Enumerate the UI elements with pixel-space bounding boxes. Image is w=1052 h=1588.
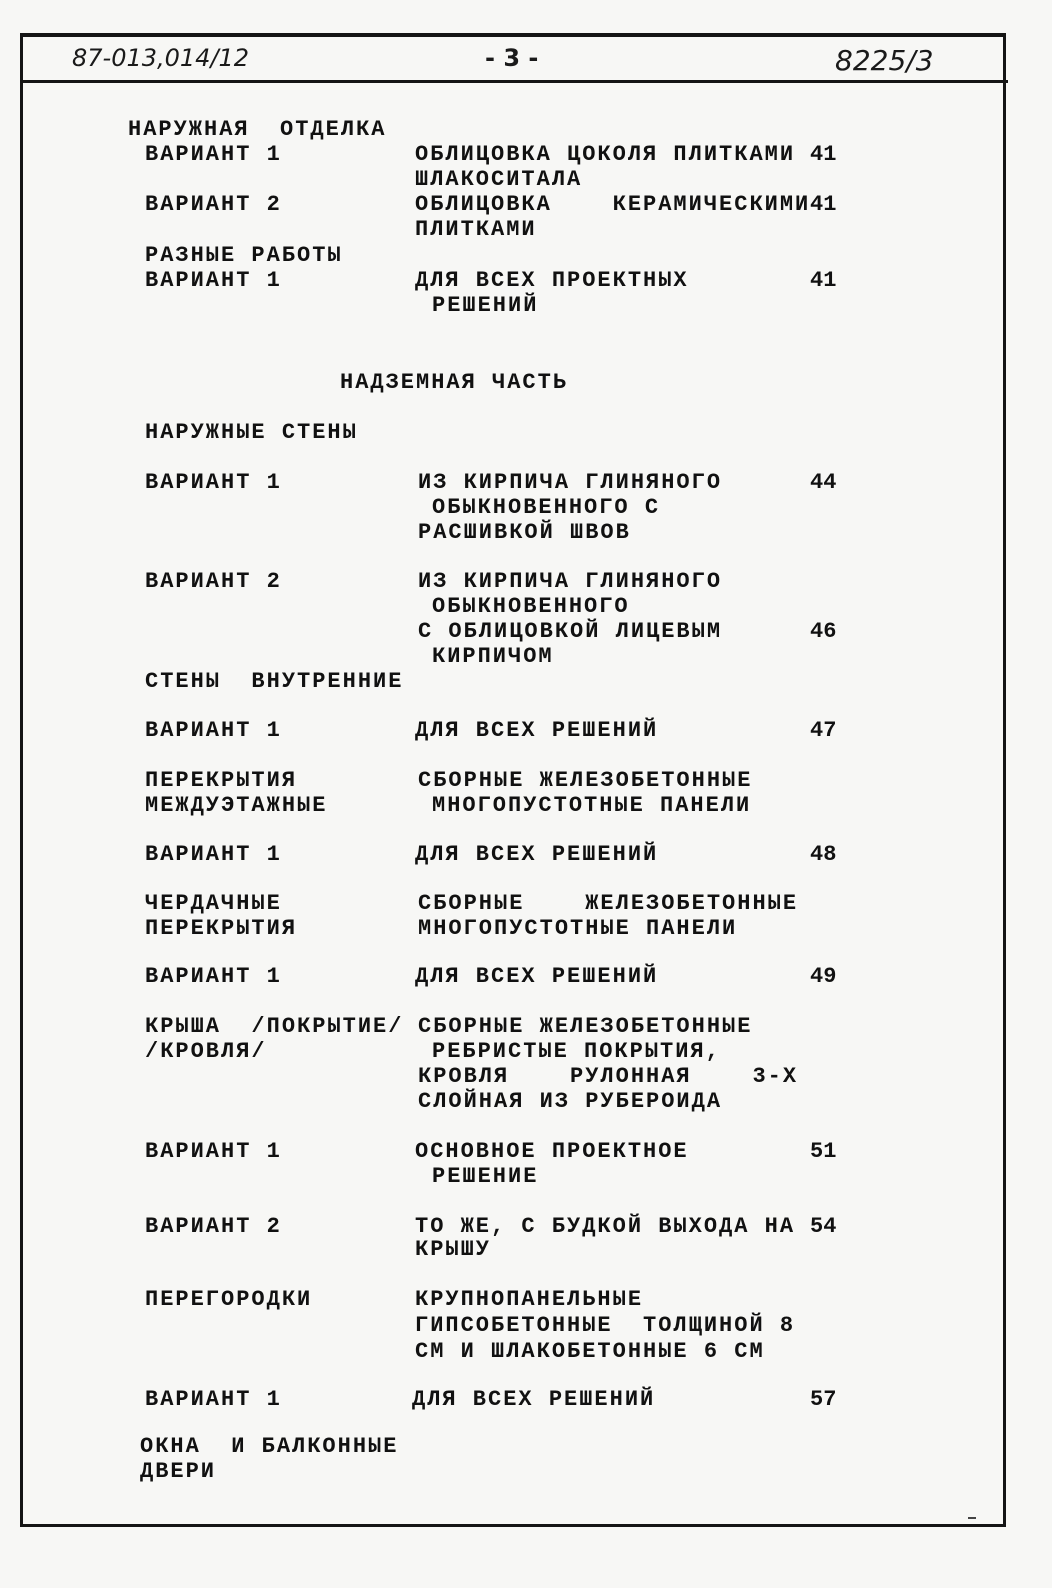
document-code: 87-013,014/12 [72, 44, 250, 72]
entry-page: 44 [810, 470, 837, 495]
entry-description: КРУПНОПАНЕЛЬНЫЕ [415, 1287, 644, 1312]
entry-description: ДЛЯ ВСЕХ РЕШЕНИЙ [415, 842, 659, 867]
entry-description: ИЗ КИРПИЧА ГЛИНЯНОГО [418, 470, 723, 495]
entry-description: ТО ЖЕ, С БУДКОЙ ВЫХОДА НА [415, 1214, 796, 1239]
header-divider [20, 80, 1008, 83]
section-heading: НАДЗЕМНАЯ ЧАСТЬ [340, 370, 569, 395]
subsection-heading: МЕЖДУЭТАЖНЫЕ [145, 793, 328, 818]
entry-page: 57 [810, 1387, 837, 1412]
entry-description: ДЛЯ ВСЕХ РЕШЕНИЙ [412, 1387, 656, 1412]
entry-description: СБОРНЫЕ ЖЕЛЕЗОБЕТОННЫЕ [418, 1014, 753, 1039]
entry-description: ДЛЯ ВСЕХ ПРОЕКТНЫХ [415, 268, 689, 293]
entry-page: 48 [810, 842, 837, 867]
subsection-heading: ОКНА И БАЛКОННЫЕ [140, 1434, 399, 1459]
entry-description: КРЫШУ [415, 1237, 492, 1262]
entry-description: ШЛАКОСИТАЛА [415, 167, 583, 192]
entry-page: 49 [810, 964, 837, 989]
entry-page: 47 [810, 718, 837, 743]
entry-label: ВАРИАНТ 2 [145, 192, 282, 217]
subsection-heading: РАЗНЫЕ РАБОТЫ [145, 243, 343, 268]
entry-description: МНОГОПУСТОТНЫЕ ПАНЕЛИ [418, 916, 738, 941]
entry-description: СБОРНЫЕ ЖЕЛЕЗОБЕТОННЫЕ [418, 768, 753, 793]
entry-description: ИЗ КИРПИЧА ГЛИНЯНОГО [418, 569, 723, 594]
subsection-heading: /КРОВЛЯ/ [145, 1039, 267, 1064]
entry-description: КИРПИЧОМ [432, 644, 554, 669]
entry-label: ВАРИАНТ 1 [145, 842, 282, 867]
entry-description: С ОБЛИЦОВКОЙ ЛИЦЕВЫМ [418, 619, 723, 644]
entry-label: ВАРИАНТ 1 [145, 964, 282, 989]
subsection-heading: ПЕРЕКРЫТИЯ [145, 768, 298, 793]
subsection-heading: КРЫША /ПОКРЫТИЕ/ [145, 1014, 404, 1039]
entry-description: ГИПСОБЕТОННЫЕ ТОЛЩИНОЙ 8 [415, 1313, 796, 1338]
entry-description: ПЛИТКАМИ [415, 217, 537, 242]
entry-description: ОБЛИЦОВКА ЦОКОЛЯ ПЛИТКАМИ [415, 142, 796, 167]
entry-description: МНОГОПУСТОТНЫЕ ПАНЕЛИ [432, 793, 752, 818]
entry-description: ДЛЯ ВСЕХ РЕШЕНИЙ [415, 964, 659, 989]
entry-description: ОБЫКНОВЕННОГО [432, 594, 630, 619]
entry-description: ОБЫКНОВЕННОГО С [432, 495, 661, 520]
page-number: - 3 - [485, 44, 539, 72]
subsection-heading: ЧЕРДАЧНЫЕ [145, 891, 282, 916]
entry-description: СЛОЙНАЯ ИЗ РУБЕРОИДА [418, 1089, 723, 1114]
entry-description: РАСШИВКОЙ ШВОВ [418, 520, 631, 545]
entry-label: ВАРИАНТ 1 [145, 1139, 282, 1164]
entry-label: ВАРИАНТ 1 [145, 268, 282, 293]
subsection-heading: СТЕНЫ ВНУТРЕННИЕ [145, 669, 404, 694]
entry-description: СБОРНЫЕ ЖЕЛЕЗОБЕТОННЫЕ [418, 891, 799, 916]
entry-description: РЕШЕНИЙ [432, 293, 539, 318]
entry-label: ВАРИАНТ 1 [145, 142, 282, 167]
entry-page: 41 [810, 268, 837, 293]
entry-page: 41 [810, 192, 837, 217]
entry-description: ОБЛИЦОВКА КЕРАМИЧЕСКИМИ [415, 192, 811, 217]
entry-description: ДЛЯ ВСЕХ РЕШЕНИЙ [415, 718, 659, 743]
subsection-heading: ПЕРЕГОРОДКИ [145, 1287, 313, 1312]
entry-page: 51 [810, 1139, 837, 1164]
subsection-heading: ДВЕРИ [140, 1459, 217, 1484]
entry-description: СМ И ШЛАКОБЕТОННЫЕ 6 СМ [415, 1339, 765, 1364]
entry-description: ОСНОВНОЕ ПРОЕКТНОЕ [415, 1139, 689, 1164]
subsection-heading: НАРУЖНЫЕ СТЕНЫ [145, 420, 358, 445]
entry-description: РЕБРИСТЫЕ ПОКРЫТИЯ, [432, 1039, 721, 1064]
subsection-heading: ПЕРЕКРЫТИЯ [145, 916, 298, 941]
section-heading: НАРУЖНАЯ ОТДЕЛКА [128, 117, 387, 142]
sheet-code: 8225/3 [835, 44, 934, 77]
entry-description: КРОВЛЯ РУЛОННАЯ 3-Х [418, 1064, 799, 1089]
entry-label: ВАРИАНТ 1 [145, 470, 282, 495]
entry-label: ВАРИАНТ 1 [145, 1387, 282, 1412]
entry-label: ВАРИАНТ 2 [145, 1214, 282, 1239]
entry-page: 41 [810, 142, 837, 167]
entry-label: ВАРИАНТ 2 [145, 569, 282, 594]
entry-page: 46 [810, 619, 837, 644]
entry-label: ВАРИАНТ 1 [145, 718, 282, 743]
entry-page: 54 [810, 1214, 837, 1239]
scan-mark [968, 1517, 976, 1519]
entry-description: РЕШЕНИЕ [432, 1164, 539, 1189]
